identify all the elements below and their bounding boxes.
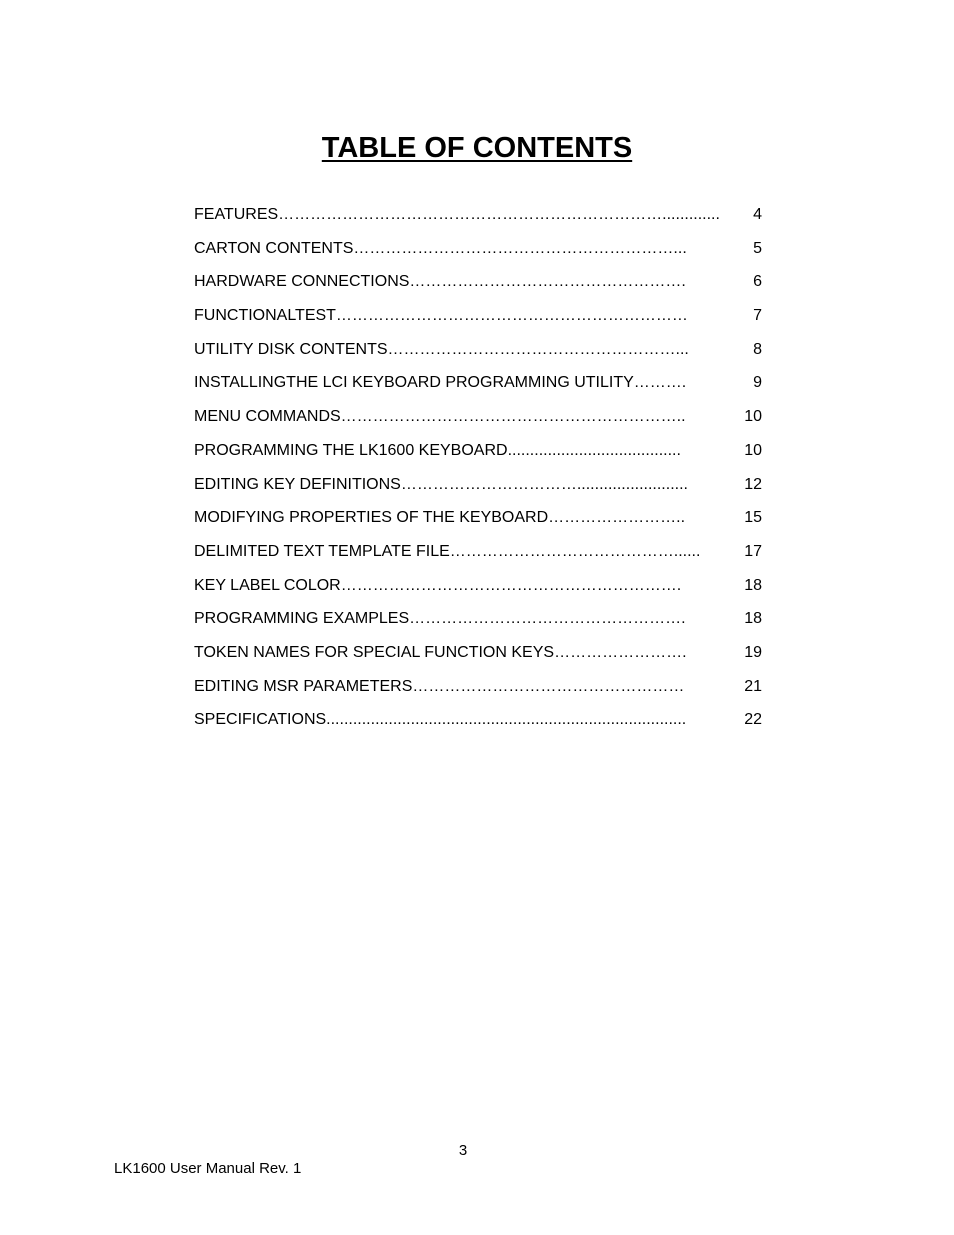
toc-row-modifying-properties [194, 507, 762, 541]
toc-row-hardware-connections [194, 271, 762, 305]
toc-entry-title: FEATURES………………………………………………………………............. [194, 206, 720, 223]
toc-entry-title: MENU COMMANDS……………………………………………………….. [194, 408, 686, 426]
toc-row-token-names [194, 642, 762, 676]
toc-row-menu-commands [194, 406, 762, 440]
toc-entry-title: UTILITY DISK CONTENTS………………………………………………... [194, 340, 689, 358]
page-title: TABLE OF CONTENTS [321, 132, 633, 164]
toc-entry-title: DELIMITED TEXT TEMPLATE FILE……………………………………...... [194, 542, 701, 560]
toc-entry-page: 17 [744, 542, 762, 560]
document-footer: LK1600 User Manual Rev. 1 [114, 1160, 302, 1177]
toc-entry-title: EDITING KEY DEFINITIONS……………………………......................... [194, 475, 688, 493]
toc-row-programming-examples [194, 608, 762, 642]
toc-entry-title: PROGRAMMING EXAMPLES……………………………………………. [194, 610, 686, 628]
toc-entry-title: MODIFYING PROPERTIES OF THE KEYBOARD…………………….. [194, 509, 686, 527]
toc-row-programming-keyboard [194, 440, 762, 474]
toc-row-editing-msr-parameters [194, 676, 762, 710]
toc-entry-page: 6 [753, 273, 762, 291]
toc-row-delimited-text-template [194, 541, 762, 575]
toc-row-carton-contents [194, 238, 762, 272]
toc-entry-title: CARTON CONTENTS……………………………………………………... [194, 239, 687, 257]
toc-row-installing-utility [194, 372, 762, 406]
toc-entry-page: 18 [744, 610, 762, 628]
toc-entry-page: 21 [744, 677, 762, 695]
toc-row-functional-test [194, 305, 762, 339]
toc-row-specifications [194, 709, 762, 743]
toc-entry-page: 5 [753, 239, 762, 257]
toc-row-editing-key-definitions [194, 474, 762, 508]
toc-row-utility-disk-contents [194, 339, 762, 373]
toc-entry-page: 18 [744, 576, 762, 594]
toc-entry-page: 4 [753, 206, 762, 223]
toc-entry-page: 10 [744, 408, 762, 426]
toc-entry-page: 22 [744, 711, 762, 729]
toc-entry-page: 19 [744, 643, 762, 661]
toc-entry-title: KEY LABEL COLOR………………………………………………………. [194, 576, 682, 594]
toc-entry-page: 7 [753, 307, 762, 325]
toc-entry-page: 12 [744, 475, 762, 493]
page-number: 3 [458, 1142, 468, 1159]
toc-row-key-label-color [194, 575, 762, 609]
toc-entry-title: FUNCTIONALTEST………………………………………………………… [194, 307, 688, 325]
table-of-contents [194, 204, 762, 743]
toc-entry-page: 8 [753, 340, 762, 358]
toc-entry-title: SPECIFICATIONS................................................................................. [194, 711, 687, 729]
toc-entry-title: PROGRAMMING THE LK1600 KEYBOARD....................................... [194, 441, 681, 459]
toc-entry-page: 10 [744, 441, 762, 459]
toc-entry-title: INSTALLINGTHE LCI KEYBOARD PROGRAMMING UTILITY………. [194, 374, 687, 392]
toc-row-features [194, 204, 762, 238]
toc-entry-title: EDITING MSR PARAMETERS…………………………………………… [194, 677, 685, 695]
toc-entry-title: HARDWARE CONNECTIONS……………………………………………. [194, 273, 686, 291]
toc-entry-page: 15 [744, 509, 762, 527]
toc-entry-title: TOKEN NAMES FOR SPECIAL FUNCTION KEYS……………………. [194, 643, 687, 661]
toc-entry-page: 9 [753, 374, 762, 392]
